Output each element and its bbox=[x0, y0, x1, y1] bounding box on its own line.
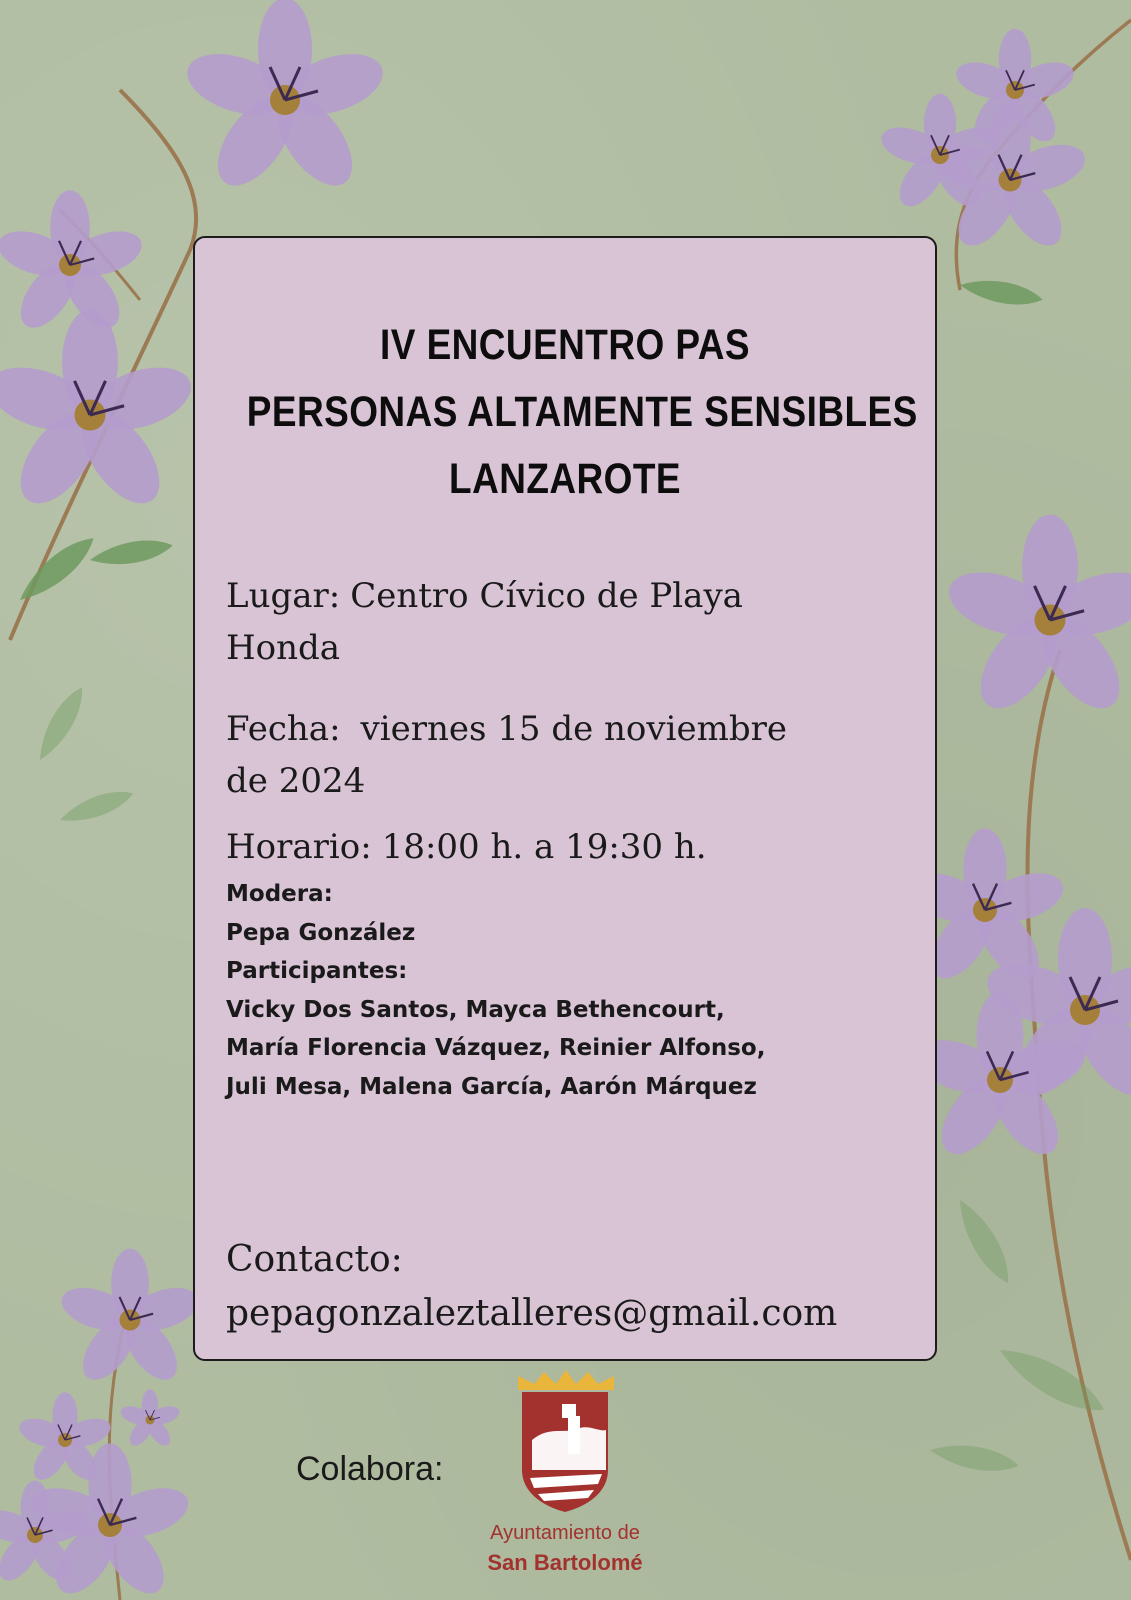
modera-name: Pepa González bbox=[226, 919, 416, 946]
lugar-value-2: Honda bbox=[226, 628, 341, 668]
participants-block bbox=[226, 875, 926, 1106]
logo-text-line-2: San Bartolomé bbox=[487, 1550, 643, 1575]
event-title bbox=[246, 312, 918, 513]
title-line-3: LANZAROTE bbox=[449, 455, 681, 503]
fecha-label: Fecha: bbox=[226, 709, 341, 749]
fecha-value-2: de 2024 bbox=[226, 761, 366, 801]
participantes-line-3: Juli Mesa, Malena García, Aarón Márquez bbox=[226, 1073, 757, 1100]
contacto-email[interactable]: pepagonzaleztalleres@gmail.com bbox=[226, 1293, 838, 1334]
participantes-line-2: María Florencia Vázquez, Reinier Alfonso, bbox=[226, 1035, 766, 1061]
lugar-label: Lugar: bbox=[226, 576, 341, 616]
fecha-block bbox=[226, 703, 906, 807]
horario-label: Horario: bbox=[226, 827, 372, 867]
contact-block bbox=[226, 1233, 837, 1341]
horario-value: 18:00 h. a 19:30 h. bbox=[381, 827, 707, 867]
lugar-value-1: Centro Cívico de Playa bbox=[350, 576, 743, 616]
logo-text-line-1: Ayuntamiento de bbox=[490, 1522, 640, 1544]
contacto-label: Contacto: bbox=[226, 1239, 403, 1280]
participantes-line-1: Vicky Dos Santos, Mayca Bethencourt, bbox=[226, 996, 725, 1023]
coat-of-arms-logo bbox=[510, 1370, 620, 1520]
horario-block bbox=[226, 821, 906, 873]
fecha-value-1: viernes 15 de noviembre bbox=[360, 709, 787, 749]
info-card bbox=[193, 236, 937, 1361]
title-line-2: PERSONAS ALTAMENTE SENSIBLES bbox=[246, 388, 918, 436]
modera-label: Modera: bbox=[226, 881, 333, 907]
participantes-label: Participantes: bbox=[226, 958, 408, 984]
title-line-1: IV ENCUENTRO PAS bbox=[380, 321, 750, 369]
lugar-block bbox=[226, 570, 906, 674]
colabora-label: Colabora: bbox=[296, 1450, 444, 1488]
